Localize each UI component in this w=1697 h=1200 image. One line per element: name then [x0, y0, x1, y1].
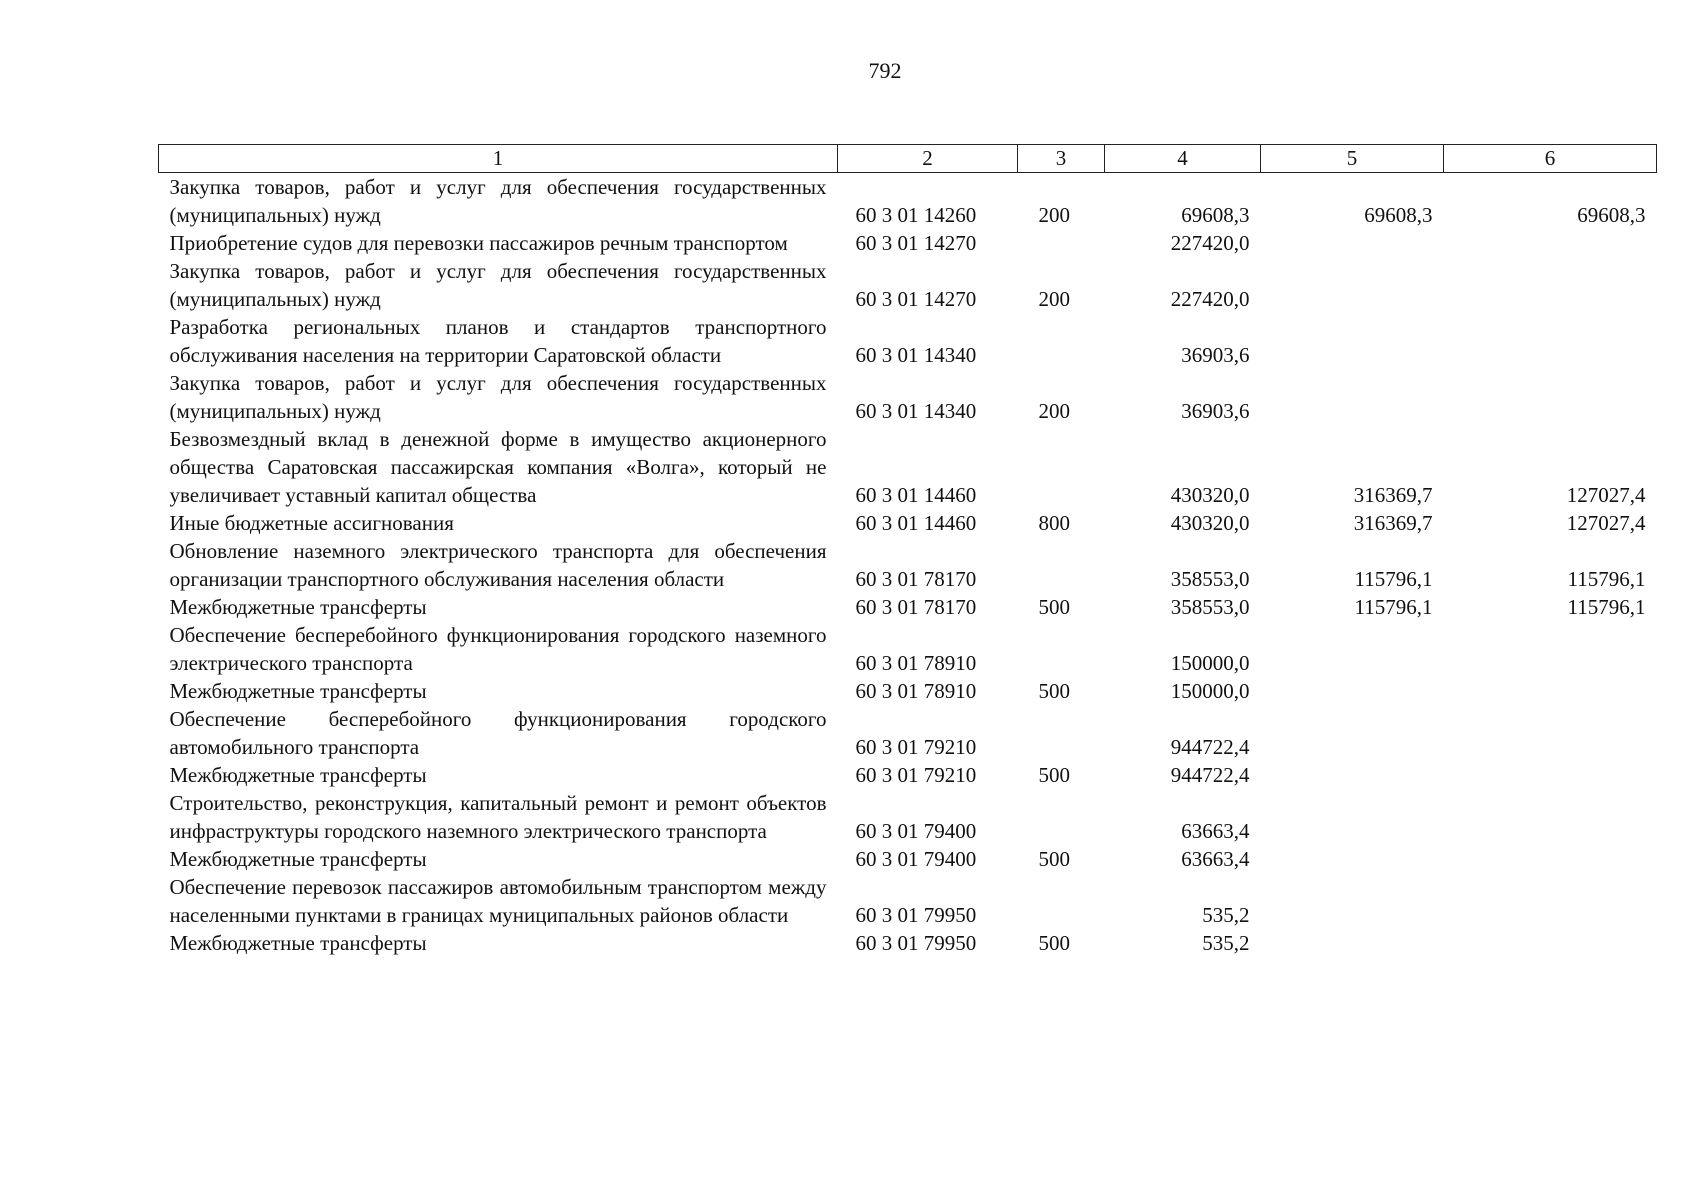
row-code-cell: 60 3 01 78910 — [855, 651, 977, 675]
row-name-cell: Межбюджетные трансферты — [169, 595, 427, 619]
row-value-5-cell: 115796,1 — [1354, 595, 1433, 619]
row-type-cell: 200 — [1038, 399, 1070, 423]
table-row — [159, 593, 1657, 621]
table-row — [159, 761, 1657, 789]
row-type-cell — [1018, 425, 1105, 509]
row-name-cell: Межбюджетные трансферты — [169, 763, 427, 787]
row-value-5-cell — [1261, 845, 1444, 873]
row-type-cell: 200 — [1038, 287, 1070, 311]
row-value-4-cell: 358553,0 — [1170, 595, 1250, 619]
row-value-6-cell: 69608,3 — [1577, 203, 1646, 227]
row-name-cell: Обновление наземного электрического транспорта для обеспечения организации транспортного обслуживания населения области — [169, 539, 827, 591]
row-value-6-cell — [1444, 257, 1657, 313]
row-name-cell: Обеспечение перевозок пассажиров автомобильным транспортом между населенными пунктами в границах муниципальных районов области — [169, 875, 827, 927]
row-name-cell: Межбюджетные трансферты — [169, 679, 427, 703]
row-type-cell: 500 — [1038, 595, 1070, 619]
row-type-cell — [1018, 229, 1105, 257]
column-header-3: 3 — [1018, 145, 1105, 173]
column-header-2: 2 — [838, 145, 1018, 173]
row-code-cell: 60 3 01 79400 — [855, 819, 977, 843]
row-value-6-cell — [1444, 677, 1657, 705]
row-type-cell — [1018, 621, 1105, 677]
row-type-cell: 500 — [1038, 931, 1070, 955]
row-value-5-cell — [1261, 705, 1444, 761]
row-value-5-cell: 316369,7 — [1353, 483, 1433, 507]
row-value-6-cell — [1444, 229, 1657, 257]
row-type-cell: 500 — [1038, 763, 1070, 787]
row-value-6-cell — [1444, 929, 1657, 957]
row-name-cell: Приобретение судов для перевозки пассажиров речным транспортом — [169, 231, 788, 255]
row-value-4-cell: 150000,0 — [1170, 651, 1250, 675]
table-row — [159, 173, 1657, 230]
budget-table — [158, 144, 1657, 957]
row-value-5-cell — [1261, 229, 1444, 257]
row-value-4-cell: 430320,0 — [1170, 511, 1250, 535]
row-value-5-cell — [1261, 761, 1444, 789]
table-row — [159, 509, 1657, 537]
row-value-5-cell — [1261, 789, 1444, 845]
row-value-6-cell — [1444, 873, 1657, 929]
row-name-cell: Иные бюджетные ассигнования — [169, 511, 454, 535]
page-number: 792 — [868, 58, 902, 83]
table-row — [159, 705, 1657, 761]
row-name-cell: Закупка товаров, работ и услуг для обеспечения государственных (муниципальных) нужд — [169, 371, 827, 423]
row-value-6-cell: 115796,1 — [1567, 567, 1646, 591]
table-row — [159, 257, 1657, 313]
row-value-6-cell — [1444, 761, 1657, 789]
row-code-cell: 60 3 01 78910 — [855, 679, 977, 703]
table-row — [159, 537, 1657, 593]
row-value-4-cell: 535,2 — [1202, 931, 1250, 955]
row-type-cell: 500 — [1038, 847, 1070, 871]
row-value-6-cell: 127027,4 — [1566, 483, 1646, 507]
table-row — [159, 621, 1657, 677]
row-name-cell: Разработка региональных планов и стандартов транспортного обслуживания населения на территории Саратовской области — [169, 315, 827, 367]
row-code-cell: 60 3 01 79400 — [855, 847, 977, 871]
row-value-4-cell: 227420,0 — [1170, 287, 1250, 311]
row-value-4-cell: 944722,4 — [1170, 763, 1250, 787]
row-code-cell: 60 3 01 14270 — [855, 287, 977, 311]
row-value-5-cell — [1261, 621, 1444, 677]
row-value-4-cell: 36903,6 — [1181, 399, 1250, 423]
column-header-5: 5 — [1261, 145, 1444, 173]
table-header-row — [159, 145, 1657, 173]
row-value-5-cell: 316369,7 — [1353, 511, 1433, 535]
table-row — [159, 229, 1657, 257]
row-value-6-cell — [1444, 845, 1657, 873]
row-value-5-cell — [1261, 369, 1444, 425]
row-value-4-cell: 358553,0 — [1170, 567, 1250, 591]
row-code-cell: 60 3 01 14260 — [855, 203, 977, 227]
row-value-4-cell: 63663,4 — [1181, 847, 1250, 871]
row-value-6-cell: 115796,1 — [1567, 595, 1646, 619]
row-value-6-cell — [1444, 621, 1657, 677]
row-code-cell: 60 3 01 79210 — [855, 763, 977, 787]
row-value-5-cell: 69608,3 — [1364, 203, 1433, 227]
row-value-6-cell — [1444, 313, 1657, 369]
column-header-4: 4 — [1105, 145, 1261, 173]
row-value-5-cell — [1261, 677, 1444, 705]
row-value-5-cell: 115796,1 — [1354, 567, 1433, 591]
row-value-4-cell: 944722,4 — [1170, 735, 1250, 759]
row-value-4-cell: 150000,0 — [1170, 679, 1250, 703]
row-name-cell: Строительство, реконструкция, капитальный ремонт и ремонт объектов инфраструктуры городского наземного электрического транспорта — [169, 791, 827, 843]
row-value-4-cell: 63663,4 — [1181, 819, 1250, 843]
row-name-cell: Обеспечение бесперебойного функционирования городского наземного электрического транспорта — [169, 623, 827, 675]
row-code-cell: 60 3 01 14270 — [855, 231, 977, 255]
row-value-5-cell — [1261, 313, 1444, 369]
table-row — [159, 873, 1657, 929]
row-code-cell: 60 3 01 78170 — [855, 567, 977, 591]
row-code-cell: 60 3 01 14340 — [855, 343, 977, 367]
row-type-cell — [1018, 789, 1105, 845]
table-body — [159, 173, 1657, 958]
row-name-cell: Обеспечение бесперебойного функционирования городского автомобильного транспорта — [169, 707, 827, 759]
table-row — [159, 369, 1657, 425]
row-code-cell: 60 3 01 78170 — [855, 595, 977, 619]
row-type-cell — [1018, 313, 1105, 369]
row-value-4-cell: 535,2 — [1202, 903, 1250, 927]
row-name-cell: Межбюджетные трансферты — [169, 847, 427, 871]
row-value-4-cell: 69608,3 — [1181, 203, 1250, 227]
row-value-4-cell: 36903,6 — [1181, 343, 1250, 367]
table-row — [159, 789, 1657, 845]
row-name-cell: Безвозмездный вклад в денежной форме в имущество акционерного общества Саратовская пассажирская компания «Волга», который не увеличивает уставный капитал общества — [169, 427, 827, 507]
row-value-4-cell: 227420,0 — [1170, 231, 1250, 255]
row-name-cell: Межбюджетные трансферты — [169, 931, 427, 955]
row-code-cell: 60 3 01 14460 — [855, 483, 977, 507]
column-header-1: 1 — [159, 145, 838, 173]
row-value-4-cell: 430320,0 — [1170, 483, 1250, 507]
row-name-cell: Закупка товаров, работ и услуг для обеспечения государственных (муниципальных) нужд — [169, 175, 827, 227]
row-code-cell: 60 3 01 14340 — [855, 399, 977, 423]
row-value-6-cell — [1444, 705, 1657, 761]
row-code-cell: 60 3 01 14460 — [855, 511, 977, 535]
row-value-6-cell: 127027,4 — [1566, 511, 1646, 535]
row-type-cell — [1018, 873, 1105, 929]
row-code-cell: 60 3 01 79210 — [855, 735, 977, 759]
row-type-cell: 800 — [1038, 511, 1070, 535]
row-type-cell: 200 — [1038, 203, 1070, 227]
row-value-5-cell — [1261, 257, 1444, 313]
row-type-cell — [1018, 705, 1105, 761]
table-row — [159, 677, 1657, 705]
table-row — [159, 313, 1657, 369]
table-row — [159, 929, 1657, 957]
column-header-6: 6 — [1444, 145, 1657, 173]
row-code-cell: 60 3 01 79950 — [855, 903, 977, 927]
row-code-cell: 60 3 01 79950 — [855, 931, 977, 955]
row-type-cell — [1018, 537, 1105, 593]
row-value-6-cell — [1444, 789, 1657, 845]
row-name-cell: Закупка товаров, работ и услуг для обеспечения государственных (муниципальных) нужд — [169, 259, 827, 311]
table-row — [159, 845, 1657, 873]
table-row — [159, 425, 1657, 509]
row-value-6-cell — [1444, 369, 1657, 425]
row-value-5-cell — [1261, 929, 1444, 957]
row-value-5-cell — [1261, 873, 1444, 929]
row-type-cell: 500 — [1038, 679, 1070, 703]
